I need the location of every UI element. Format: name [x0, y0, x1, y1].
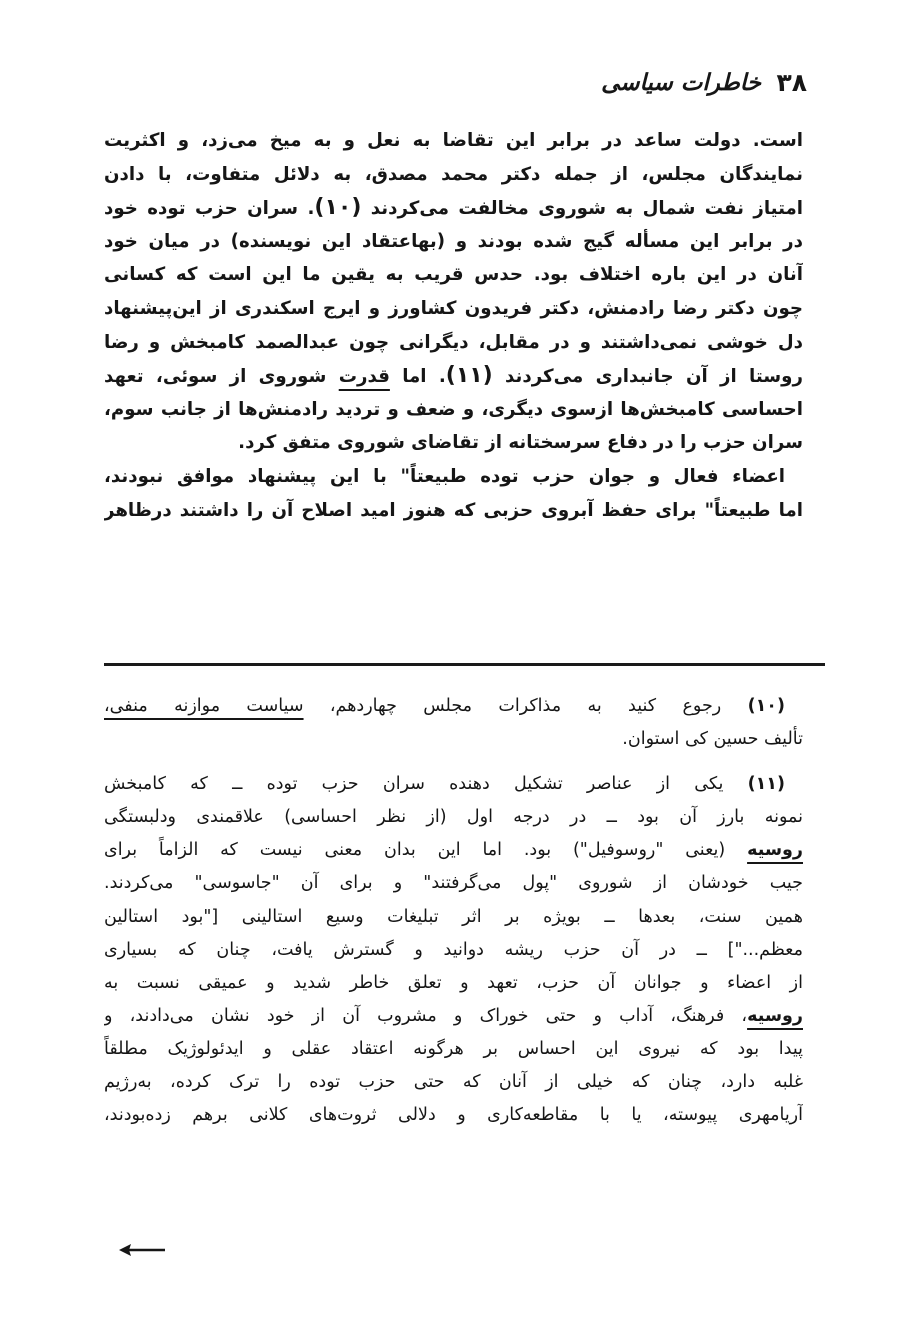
text-line: چون دکتر رضا رادمنش، دکتر فریدون کشاورز و ایرج اسکندری از این‌پیشنهاد	[104, 297, 803, 319]
page-header	[104, 68, 807, 112]
footnote-text: یکی از عناصر تشکیل دهنده سران حزب توده ــ که کامبخش	[104, 774, 724, 795]
footnote-10-line: تألیف حسین کی استوان.	[622, 729, 803, 750]
underlined-title: سیاست موازنه منفی،	[104, 696, 304, 716]
text-segment: . سران حزب توده خود	[104, 198, 315, 220]
text-line: سران حزب را در دفاع سرسختانه از تقاضای شوروی متفق کرد.	[238, 432, 803, 454]
text-line: آنان در این باره اختلاف بود. حدس قریب به یقین ما این است که کسانی	[104, 264, 803, 286]
text-line: احساسی کامبخش‌ها ازسوی دیگری، و ضعف و تردید رادمنش‌ها از جانب سوم،	[104, 398, 803, 420]
footnote-text: رجوع کنید به مذاکرات مجلس چهاردهم،	[329, 696, 722, 716]
underlined-word: روسیه	[747, 1005, 803, 1026]
running-title: خاطرات سیاسی	[601, 70, 761, 96]
footnote-text: (یعنی "روسوفیل") بود. اما این بدان معنی نیست که الزاماً برای	[104, 840, 726, 861]
footnote-11-line: نمونه بارز آن بود ــ در درجه اول (از نظر احساسی) علاقمندی ودلبستگی	[104, 807, 803, 828]
text-line: در برابر این مسأله گیج شده بودند و (بهاعتقاد این نویسنده) در میان خود	[104, 230, 803, 252]
underlined-word: قدرت	[338, 366, 390, 388]
footnote-text: فرهنگ، آداب و حتی خوراک و مشروب آن از خود نشان می‌دادند، و	[104, 1005, 725, 1026]
footnote-reference-10: (۱۰)	[314, 195, 362, 221]
footnotes	[104, 690, 803, 1132]
text-line: اعضاء فعال و جوان حزب توده طبیعتاً" با این پیشنهاد موافق نبودند،	[104, 465, 785, 487]
footnote-11-line: معظم..."] ــ در آن حزب ریشه دوانید و گسترش یافت، چنان که بسیاری	[104, 939, 803, 960]
footnote-divider	[104, 663, 825, 666]
text-segment: روستا از آن جانبداری می‌کردند	[505, 366, 803, 388]
footnote-number: (۱۰)	[747, 696, 785, 716]
continue-arrow-icon	[117, 1242, 167, 1258]
main-text	[104, 124, 803, 527]
page-number: ۳۸	[776, 68, 807, 97]
underlined-word: روسیه	[747, 840, 803, 861]
footnote-11-line: همین سنت، بعدها ــ بویژه بر اثر تبلیغات وسیع استالینی ["بود استالین	[104, 906, 803, 927]
footnote-10	[104, 690, 803, 723]
text-line: است. دولت ساعد در برابر این تقاضا به نعل و به میخ می‌زد، و اکثریت	[104, 130, 803, 151]
footnote-gap	[104, 756, 803, 768]
footnote-11-line	[104, 967, 803, 1000]
footnote-text: از اعضاء و جوانان آن حزب، تعهد و تعلق خاطر شدید و عمیقی نسبت به	[104, 972, 803, 993]
footnote-11-line: روسیه، فرهنگ، آداب و حتی خوراک و مشروب آن از خود نشان می‌دادند، و	[104, 1005, 803, 1026]
footnote-11-line	[104, 834, 803, 867]
text-line: اما طبیعتاً" برای حفظ آبروی حزبی که هنوز امید اصلاح آن را داشتند درظاهر	[104, 499, 803, 521]
text-segment: امتیاز نفت شمال به شوروی مخالفت می‌کردند	[370, 198, 803, 220]
footnote-11-line: پیدا بود که نیروی این احساس بر هرگونه اعتقاد عقلی و ایدئولوژیک مطلقاً	[104, 1038, 803, 1059]
text-line	[104, 191, 803, 225]
footnote-11	[104, 768, 803, 801]
footnote-reference-11: (۱۱)	[445, 363, 493, 389]
footnote-11-line: جیب خودشان از شوروی "پول می‌گرفتند" و برای آن "جاسوسی" می‌کردند.	[104, 873, 803, 894]
text-segment: شوروی از سوئی، تعهد	[104, 366, 327, 388]
text-line: دل خوشی نمی‌داشتند و در مقابل، دیگرانی چون عبدالصمد کامبخش و رضا	[104, 331, 803, 353]
footnote-number: (۱۱)	[747, 774, 785, 795]
text-line: نمایندگان مجلس، از جمله دکتر محمد مصدق، به دلائل متفاوت، با دادن	[104, 163, 803, 185]
footnote-11-line: آریامهری پیوسته، یا با مقاطعه‌کاری و دلالی ثروت‌های کلانی برهم زده‌بودند،	[104, 1105, 803, 1126]
text-line	[104, 359, 803, 393]
text-segment: . اما	[402, 366, 446, 388]
footnote-11-line: غلبه دارد، چنان که خیلی از آنان که حتی حزب توده را ترک کرده، به‌رژیم	[104, 1072, 803, 1093]
